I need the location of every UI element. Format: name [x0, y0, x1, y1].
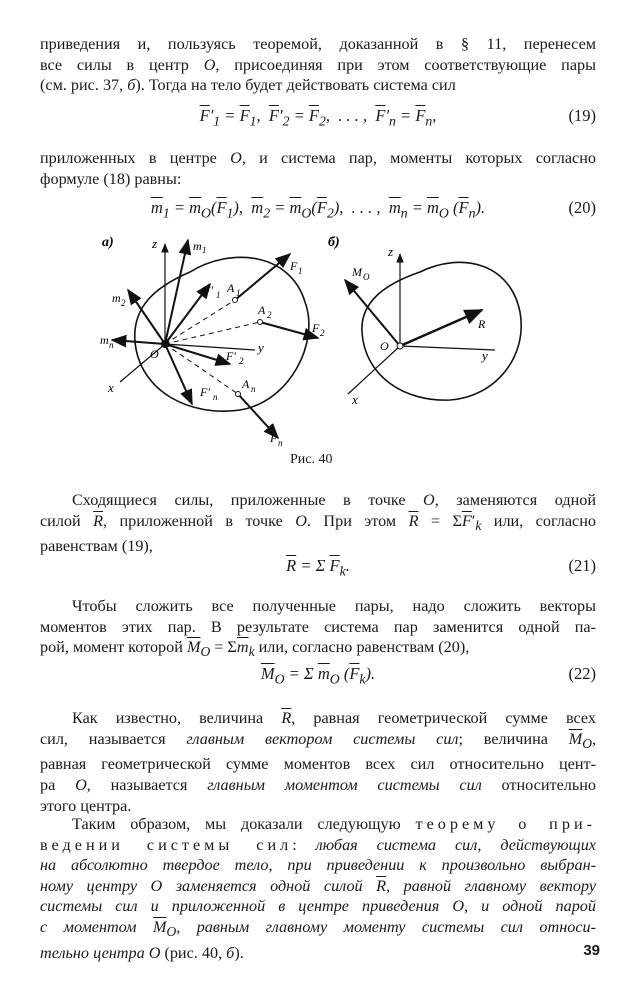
text-line: равная геометрической сумме моментов всех сил относительно цент-: [40, 755, 596, 774]
svg-text:F: F: [290, 259, 298, 273]
text-line: ному центру O заменяется одной силой $\overline{R}$, равной главному вектору: [40, 876, 596, 895]
paragraph-3: [40, 490, 596, 557]
text-line: равенствам (19),: [40, 537, 153, 556]
paragraph-5: [40, 708, 596, 816]
equation-formula: $\overline{F}'_1 = \overline{F}_1$, $\overline{F}'_2 = \overline{F}_2$, . . . , $\overline{F}'_n = \overline{F}_n$,: [199, 106, 437, 129]
svg-text:1: 1: [298, 266, 303, 276]
text-line: (см. рис. 37, б). Тогда на тело будет действовать система сил: [40, 76, 456, 95]
svg-text:n: n: [251, 384, 256, 394]
text-line: тельно центра O (рис. 40, б).: [40, 943, 244, 962]
svg-text:A: A: [258, 303, 266, 317]
text-line: Таким образом, мы доказали следующую теорему о при-: [72, 815, 596, 833]
figure-panel-b: [328, 235, 521, 407]
svg-text:M: M: [352, 265, 362, 279]
svg-text:y: y: [258, 340, 264, 355]
text-line: все силы в центр O, присоединяя при этом соответствующие пары: [40, 55, 597, 74]
svg-text:O: O: [363, 272, 370, 282]
equation-number: (19): [568, 106, 596, 125]
text-line: рой, момент которой $\overline{M}_O = \Sigma\overline{m}_k$ или, согласно равенствам (20),: [40, 638, 470, 660]
svg-text:F: F: [270, 431, 278, 445]
page-number: 39: [583, 942, 600, 959]
text-line: Сходящиеся силы, приложенные в точке O, заменяются одной: [72, 491, 596, 509]
svg-text:m: m: [193, 239, 202, 253]
equation-21: [40, 554, 596, 578]
equation-formula: $\overline{m}_1 = \overline{m}_O(\overline{F}_1)$, $\overline{m}_2 = \overline{m}_O(\overline{F}_2)$, . . . , $\overline{m}_n = \overline{m}_O$ $(\overline{F}_n)$.: [150, 198, 486, 221]
svg-text:n: n: [213, 392, 218, 402]
text-line: приложенных в центре O, и система пар, моменты которых согласно: [40, 149, 596, 167]
svg-text:F′: F′: [203, 283, 213, 297]
text-line: моментов этих пар. В результате система пар заменится одной па-: [40, 617, 596, 636]
equation-number: (20): [568, 198, 596, 217]
equation-formula: $\overline{R} = \Sigma$ $\overline{F}_k$.: [286, 556, 350, 579]
svg-text:z: z: [388, 244, 394, 259]
svg-text:A: A: [227, 281, 235, 295]
svg-text:A: A: [242, 377, 250, 391]
figure-caption: Рис. 40: [290, 452, 333, 467]
text-line: Чтобы сложить все полученные пары, надо сложить векторы: [72, 597, 596, 615]
svg-text:2: 2: [267, 310, 272, 320]
svg-text:n: n: [278, 438, 283, 448]
equation-20: [40, 196, 596, 220]
text-line: сил, называется главным вектором системы сил; величина $\overline{M}_O$,: [40, 729, 597, 751]
svg-text:n: n: [109, 340, 114, 350]
panel-label-a: а): [102, 235, 114, 250]
svg-text:R: R: [478, 317, 486, 331]
svg-text:m: m: [100, 333, 109, 347]
equation-number: (21): [568, 556, 596, 575]
equation-19: [40, 104, 596, 128]
text-line: этого центра.: [40, 796, 132, 815]
text-line: системы сил и приложенной в центре приведения O, и одной парой: [40, 897, 596, 916]
panel-label-b: б): [328, 235, 340, 250]
svg-text:y: y: [482, 348, 488, 363]
svg-text:F′: F′: [226, 349, 236, 363]
text-line: силой $\overline{R}$, приложенной в точке O. При этом $\overline{R} = \Sigma\overline{F}'_k$ или, согласно: [40, 511, 596, 533]
figure-panel-a: [100, 235, 325, 448]
svg-text:O: O: [150, 347, 159, 361]
text-line: на абсолютно твердое тело, при приведении к произвольно выбран-: [40, 856, 596, 875]
paragraph-2: [40, 148, 596, 189]
svg-text:F′: F′: [200, 385, 210, 399]
equation-number: (22): [568, 664, 596, 683]
svg-text:m: m: [112, 291, 121, 305]
svg-text:x: x: [108, 380, 114, 395]
equation-formula: $\overline{M}_O = \Sigma$ $\overline{m}_O$ $(\overline{F}_k)$.: [260, 664, 376, 687]
text-line: приведения и, пользуясь теоремой, доказанной в § 11, перенесем: [40, 35, 596, 53]
svg-text:2: 2: [121, 298, 126, 308]
paragraph-6: [40, 814, 596, 963]
svg-text:2: 2: [320, 328, 325, 338]
text-line: ведении системы сил: любая система сил, действующих: [40, 835, 596, 854]
figure-40: [90, 232, 550, 452]
svg-text:x: x: [352, 392, 358, 407]
svg-text:2: 2: [239, 356, 244, 366]
text-line: формуле (18) равны:: [40, 169, 182, 188]
svg-text:1: 1: [236, 288, 241, 298]
text-line: Как известно, величина $\overline{R}$, равная геометрической сумме всех: [72, 709, 597, 727]
paragraph-1: [40, 34, 596, 96]
svg-text:1: 1: [216, 290, 221, 300]
svg-text:F: F: [312, 321, 320, 335]
svg-text:1: 1: [202, 245, 207, 255]
svg-text:z: z: [152, 236, 158, 251]
paragraph-4: [40, 596, 596, 663]
text-line: с моментом $\overline{M}_O$, равным главному моменту системы сил относи-: [40, 917, 596, 940]
text-line: ра O, называется главным моментом системы сил относительно: [40, 776, 596, 795]
equation-22: [40, 662, 596, 686]
svg-text:O: O: [380, 339, 389, 353]
